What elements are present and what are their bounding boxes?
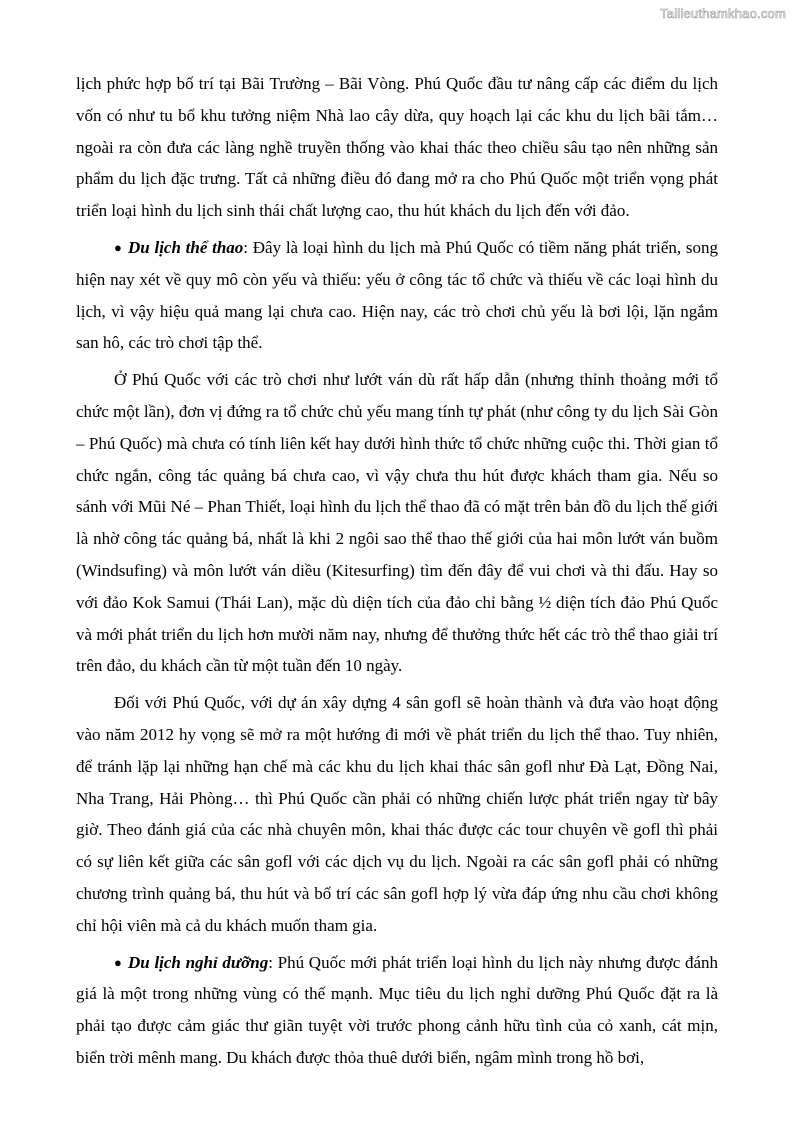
bullet-term: Du lịch thể thao — [128, 237, 244, 257]
bullet-icon: ● — [114, 239, 122, 255]
paragraph-3: Đối với Phú Quốc, với dự án xây dựng 4 sân gofl sẽ hoàn thành và đưa vào hoạt động vào năm 2012 hy vọng sẽ mở ra một hướng đi mới về phát triển du lịch thể thao. Tuy nhiên, để tránh lặp lại những hạn chế mà các khu du lịch khai thác sân gofl như Đà Lạt, Đồng Nai, Nha Trang, Hải Phòng… thì Phú Quốc cần phải có những chiến lược phát triển ngay từ bây giờ. Theo đánh giá của các nhà chuyên môn, khai thác được các tour chuyên về gofl thì phải có sự liên kết giữa các sân gofl với các dịch vụ du lịch. Ngoài ra các sân gofl phải có những chương trình quảng bá, thu hút và bố trí các sân gofl hợp lý vừa đáp ứng nhu cầu chơi không chỉ hội viên mà cả du khách muốn tham gia. — [76, 693, 718, 935]
document-body — [76, 68, 718, 1079]
bullet-text: : Đây là loại hình du lịch mà Phú Quốc có tiềm năng phát triển, song hiện nay xét về quy mô còn yếu và thiếu: yếu ở công tác tổ chức và thiếu về các loại hình du lịch, vì vậy hiệu quả mang lại chưa cao. Hiện nay, các trò chơi chủ yếu là bơi lội, lặn ngắm san hô, các trò chơi tập thể. — [76, 237, 718, 353]
watermark: Tailieuthamkhao.com — [660, 6, 786, 21]
paragraph-2: Ở Phú Quốc với các trò chơi như lướt ván dù rất hấp dẫn (nhưng thỉnh thoảng mới tổ chức một lần), đơn vị đứng ra tổ chức chủ yếu mang tính tự phát (như công ty du lịch Sài Gòn – Phú Quốc) mà chưa có tính liên kết hay dưới hình thức tổ chức những cuộc thi. Thời gian tổ chức ngắn, công tác quảng bá chưa cao, vì vậy chưa thu hút được khách tham gia. Nếu so sánh với Mũi Né – Phan Thiết, loại hình du lịch thể thao đã có mặt trên bản đồ du lịch thế giới là nhờ công tác quảng bá, nhất là khi 2 ngôi sao thể thao thế giới của hai môn lướt ván buồm (Windsufing) và môn lướt ván diều (Kitesurfing) tìm đến đây để vui chơi và thi đấu. Hay so với đảo Kok Samui (Thái Lan), mặc dù diện tích của đảo chỉ bằng ½ diện tích đảo Phú Quốc và mới phát triển du lịch hơn mười năm nay, nhưng để thưởng thức hết các trò thể thao giải trí trên đảo, du khách cần từ một tuần đến 10 ngày. — [76, 370, 718, 676]
paragraph-1: lịch phức hợp bố trí tại Bãi Trường – Bãi Vòng. Phú Quốc đầu tư nâng cấp các điểm du lịch vốn có như tu bổ khu tưởng niệm Nhà lao cây dừa, quy hoạch lại các khu du lịch bãi tắm… ngoài ra còn đưa các làng nghề truyền thống vào khai thác theo chiều sâu tạo nên những sản phẩm du lịch đặc trưng. Tất cả những điều đó đang mở ra cho Phú Quốc một triển vọng phát triển loại hình du lịch sinh thái chất lượng cao, thu hút khách du lịch đến với đảo. — [76, 74, 718, 221]
bullet-text: : Phú Quốc mới phát triển loại hình du lịch này nhưng được đánh giá là một trong những vùng có thế mạnh. Mục tiêu du lịch nghỉ dưỡng Phú Quốc đặt ra là phải tạo được cảm giác thư giãn tuyệt vời trước phong cảnh hữu tình của cỏ xanh, cát mịn, biển trời mênh mang. Du khách được thỏa thuê dưới biển, ngâm mình trong hồ bơi, — [76, 952, 718, 1067]
bullet-term: Du lịch nghỉ dưỡng — [128, 952, 269, 972]
bullet-item-resort-tourism — [76, 947, 718, 1074]
bullet-icon: ● — [114, 954, 122, 970]
bullet-item-sports-tourism — [76, 232, 718, 359]
